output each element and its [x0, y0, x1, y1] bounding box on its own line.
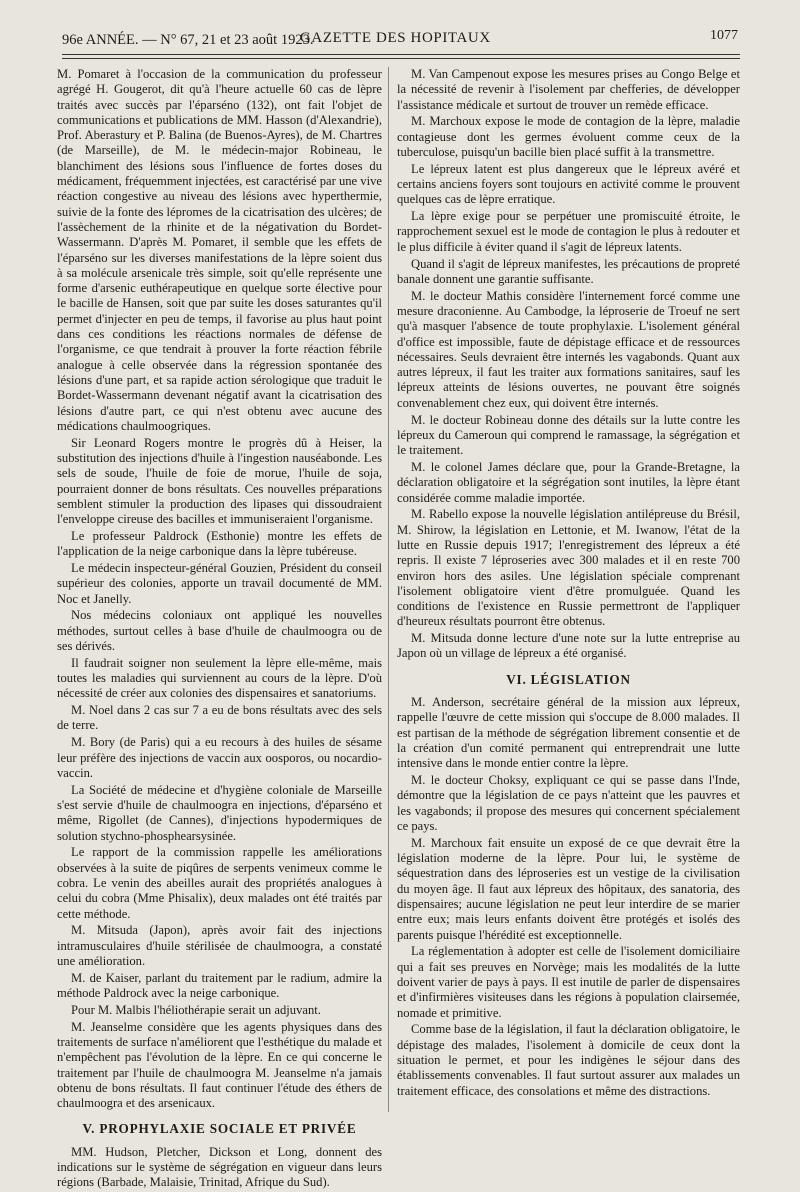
paragraph: M. Van Campenout expose les mesures prises au Congo Belge et la nécessité de revenir à l'isolement par chefferies, de développer l'assistance médicale et surtout de trouver un remède efficace.: [397, 67, 740, 112]
paragraph: Le professeur Paldrock (Esthonie) montre les effets de l'application de la neige carbonique dans la lèpre tubéreuse.: [57, 528, 382, 559]
paragraph: M. Rabello expose la nouvelle législation antilépreuse du Brésil, M. Shirow, la législation en Lettonie, et M. Iwanow, l'état de la lutte en Russie depuis 1917; l'enregistrement des lépreux a été repris. Il existe 7 léproseries avec 300 malades et il en reste 700 environ hors des asiles. Une législation spéciale comprenant l'isolement obligatoire vient d'être promulguée. Quand les conditions de l'existence en Russie permettront de l'appliquer d'heureux résultats pourront être obtenus.: [397, 507, 740, 629]
paragraph: M. le docteur Choksy, expliquant ce qui se passe dans l'Inde, démontre que la législation de ce pays n'atteint que les pauvres et les vagabonds; il propose des mesures qui concernent spécialement ce pays.: [397, 773, 740, 833]
paragraph: Quand il s'agit de lépreux manifestes, les précautions de propreté banale donnent une garantie suffisante.: [397, 256, 740, 286]
issue-info: 96e ANNÉE. — N° 67, 21 et 23 août 1923.: [62, 32, 314, 48]
paragraph: La Société de médecine et d'hygiène coloniale de Marseille s'est servie d'huile de chaulmoogra en injections, d'éparséno et même, Rigollet (de Cannes), d'injections hypodermiques de solution stychno-phosphearsysinée.: [57, 782, 382, 843]
paragraph: M. Bory (de Paris) qui a eu recours à des huiles de sésame leur préfère des injections de vaccin aux oosporos, ou nocardio-vaccin.: [57, 735, 382, 780]
right-column: [397, 67, 740, 1100]
header-rule: [62, 54, 740, 55]
paragraph: M. Mitsuda donne lecture d'une note sur la lutte entreprise au Japon où un village de lépreux a été organisé.: [397, 631, 740, 661]
paragraph: M. Marchoux fait ensuite un exposé de ce que devrait être la législation moderne de la lèpre. Pour lui, le système de séquestration dans des léproseries est un vestige de la civilisation du moyen âge. Il faut aux lépreux des hôpitaux, des sanatoria, des dispensaires; aucune législation ne peut leur interdire de se marier entre eux; mais leurs enfants doivent être protégés et isolés des parents puisque l'hérédité est exceptionnelle.: [397, 835, 740, 942]
paragraph: La lèpre exige pour se perpétuer une promiscuité étroite, le rapprochement sexuel est le mode de contagion le plus à redouter et le plus difficile à éviter quand il s'agit de lépreux latents.: [397, 209, 740, 254]
paragraph: Le rapport de la commission rappelle les améliorations observées à la suite de piqûres de serpents venimeux comme le cobra. Le venin des abeilles aurait des propriétés analogues à celui du cobra (Mme Phisalix), deux malades ont été traités par cette méthode.: [57, 845, 382, 921]
section-heading: VI. LÉGISLATION: [506, 671, 631, 687]
paragraph: M. Noel dans 2 cas sur 7 a eu de bons résultats avec des sels de terre.: [57, 703, 382, 733]
paragraph: MM. Hudson, Pletcher, Dickson et Long, donnent des indications sur le système de ségrégation en vigueur dans leurs régions (Barbade, Malaisie, Trinitad, Afrique du Sud).: [57, 1144, 382, 1190]
paragraph: Le lépreux latent est plus dangereux que le lépreux avéré et certains anciens foyers sont toujours en activité comme le prouvent quelques cas de lèpre erratique.: [397, 161, 740, 207]
paragraph: M. le colonel James déclare que, pour la Grande-Bretagne, la déclaration obligatoire et la ségrégation sont inutiles, la lèpre étant considérée comme maladie importée.: [397, 459, 740, 505]
paragraph: Nos médecins coloniaux ont appliqué les nouvelles méthodes, surtout celles à base d'huile de chaulmoogra ou de ses dérivés.: [57, 608, 382, 653]
paragraph: M. Mitsuda (Japon), après avoir fait des injections intramusculaires d'huile stérilisée de chaulmoogra, a constaté une amélioration.: [57, 923, 382, 968]
column-divider: [388, 67, 389, 1112]
header-rule-thin: [62, 58, 740, 59]
paragraph: M. de Kaiser, parlant du traitement par le radium, admire la méthode Paldrock avec la neige carbonique.: [57, 970, 382, 1001]
paragraph: Il faudrait soigner non seulement la lèpre elle-même, mais toutes les maladies qui surviennent au cours de la lèpre. D'où nécessité de créer aux colonies des dispensaires et sanatoriums.: [57, 655, 382, 701]
paragraph: M. Pomaret à l'occasion de la communication du professeur agrégé H. Gougerot, dit qu'à l'heure actuelle 60 cas de lèpre traités avec succès par l'éparséno (132), ont fait l'objet de communications et publications de MM. Hasson (d'Alexandrie), Prof. Aberastury et P. Balina (de Buenos-Ayres), de M. Chartres (de Marseille), de M. le médecin-major Robineau, le blanchiment des lésions sous l'influence de fortes doses du médicament, fréquemment injectées, est caractérisé par une vive réaction congestive au niveau des lésions avec hyperthermie, suivie de la fonte des lépromes de la cicatrisation des ulcères; de l'assèchement de la rhinite et de la négativation du Bordet-Wassermann. D'après M. Pomaret, il semble que les effets de l'éparséno sur les diverses manifestations de la lèpre soient dus à sa molécule arsenicale très simple, soit qu'elle représente une forme d'arsenic euthérapeutique en quelque sorte élective pour le bacille de Hansen, soit que par suite les doses saturantes qu'il permet d'injecter en peu de temps, il favorise au plus haut point dans ces conditions les réactions normales de défense de l'organisme, ce que tendrait à prouver la forte réaction fébrile analogue à celle observée dans la régression spontanée des lésions d'une part, et sa rapide action sérologique que traduit le Bordet-Wassermann devenant négatif avant la cicatrisation des lésions d'autre part, ce qui n'est obtenu avec aucune des médications chaulmoogriques.: [57, 67, 382, 433]
paragraph: M. Jeanselme considère que les agents physiques dans des traitements de surface n'améliorent que l'esthétique du malade et n'empêchent pas l'évolution de la lèpre. En ce qui concerne le traitement par l'huile de chaulmoogra M. Jeanselme n'a jamais obtenu de bons résultats. Il faut continuer l'étude des éthers de chaulmoogra et des arsenicaux.: [57, 1019, 382, 1111]
paragraph: M. Marchoux expose le mode de contagion de la lèpre, maladie contagieuse dont les germes évoluent comme ceux de la tuberculose, puisqu'un bacille bien placé suffit à la transmettre.: [397, 114, 740, 159]
paragraph: Sir Leonard Rogers montre le progrès dû à Heiser, la substitution des injections d'huile à l'ingestion nauséabonde. Les sels de soude, l'huile de foie de morue, l'huile de soja, pourraient donner de bons résultats. Ces nouvelles préparations semblent stimuler la production des lipases qui dissoudraient l'enveloppe cireuse des bacilles et immuniseraient l'organisme.: [57, 435, 382, 527]
page-header: [62, 28, 738, 52]
section-heading: V. PROPHYLAXIE SOCIALE ET PRIVÉE: [82, 1121, 357, 1137]
journal-title: GAZETTE DES HOPITAUX: [300, 30, 491, 46]
paragraph: La réglementation à adopter est celle de l'isolement domiciliaire qui a fait ses preuves en Norvège; mais les modalités de la lutte doivent varier de pays à pays. Il est inutile de parler de dispensaires et d'infirmières visiteuses dans les régions à population clairsemée, nomade et primitive.: [397, 944, 740, 1020]
paragraph: Comme base de la législation, il faut la déclaration obligatoire, le dépistage des malades, l'isolement à domicile de ceux dont la situation le permet, et pour les indigènes le séjour dans des établissements convenables. Il faut surtout assurer aux malades un traitement efficace, des consolations et même des distractions.: [397, 1022, 740, 1098]
paragraph: Le médecin inspecteur-général Gouzien, Président du conseil supérieur des colonies, apporte un travail documenté de MM. Noc et Janelly.: [57, 561, 382, 606]
paragraph: M. le docteur Mathis considère l'internement forcé comme une mesure draconienne. Au Cambodge, la léproserie de Troeuf ne sert qu'à masquer l'absence de toute prophylaxie. L'isolement général d'office est impossible, faute de dépistage efficace et de ressources nécessaires. Seuls devraient être internés les vagabonds. Quant aux autres lépreux, il faut les traiter aux formations sanitaires, sauf les lépreux atteints de lésions ouvertes, ne pouvant être soignés convenablement chez eux, qui doivent être internés.: [397, 288, 740, 410]
paragraph: M. le docteur Robineau donne des détails sur la lutte contre les lépreux du Cameroun qui comprend le ramassage, la ségrégation et le traitement.: [397, 412, 740, 458]
page-number: 1077: [710, 28, 738, 43]
paragraph: M. Anderson, secrétaire général de la mission aux lépreux, rappelle l'œuvre de cette mission qui s'occupe de 8.000 malades. Il est partisan de la méthode de ségrégation librement consentie et de la création d'un comité permanent qui entreprendrait une lutte intensive dans le monde entier contre la lèpre.: [397, 695, 740, 771]
left-column: [57, 67, 382, 1192]
paragraph: Pour M. Malbis l'héliothérapie serait un adjuvant.: [71, 1002, 321, 1017]
